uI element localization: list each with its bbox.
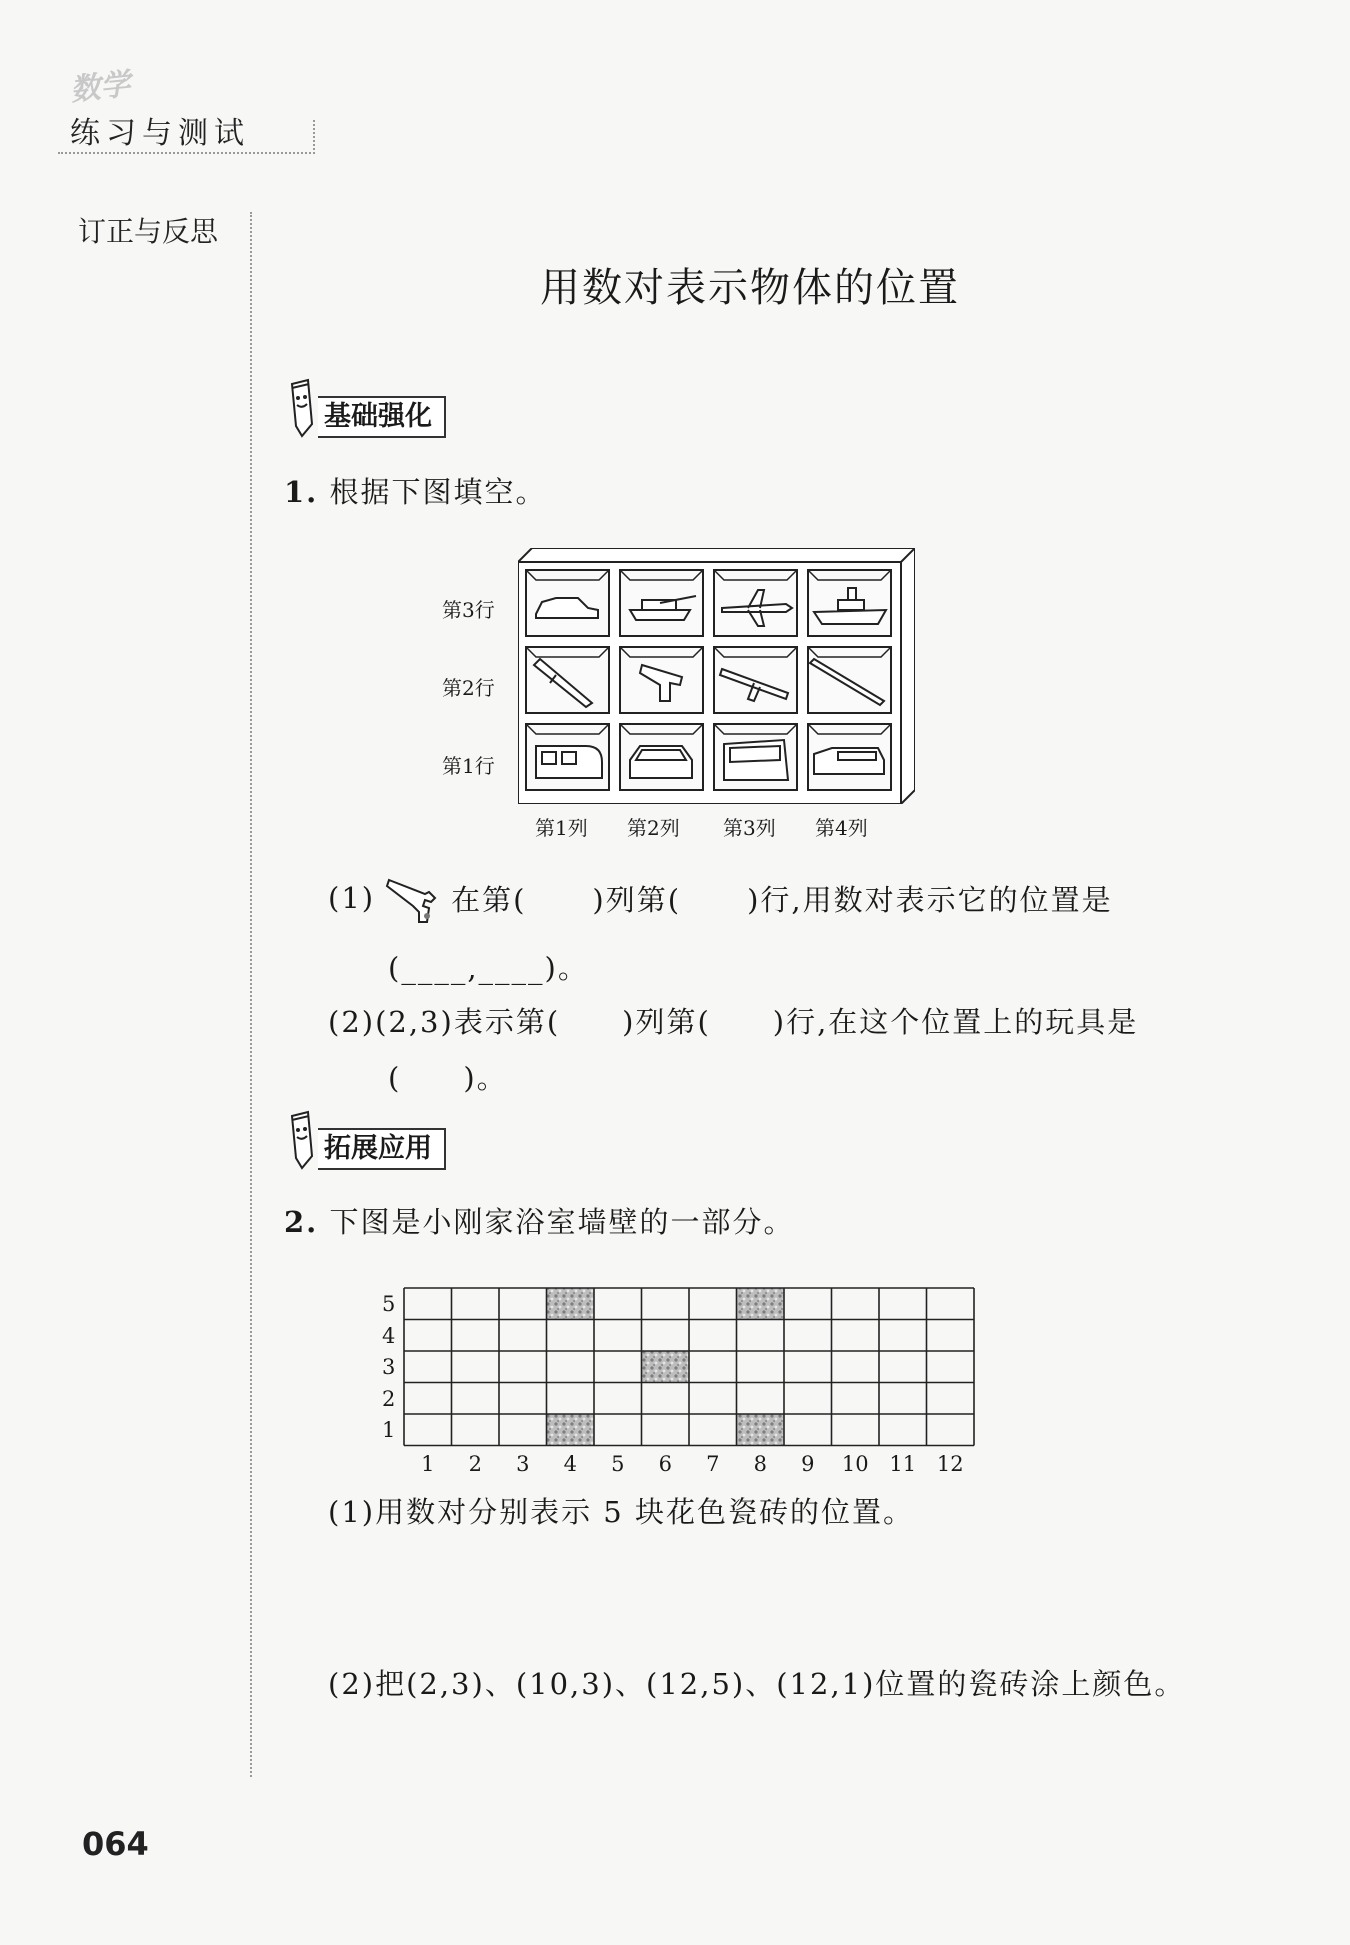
shelf-col-label-1: 第1列 xyxy=(535,816,588,840)
pencil-mascot-icon xyxy=(284,378,318,438)
pencil-mascot-icon xyxy=(284,1110,318,1170)
patterned-tile xyxy=(547,1414,595,1446)
grid-y-tick: 2 xyxy=(382,1386,396,1411)
grid-y-tick: 3 xyxy=(382,1355,396,1379)
question-1-part-2: (2)(2,3)表示第( )列第( )行,在这个位置上的玩具是 xyxy=(328,1005,1139,1039)
grid-x-tick: 10 xyxy=(841,1451,869,1476)
grid-x-tick: 8 xyxy=(753,1451,767,1476)
header-subject: 数学 xyxy=(68,66,133,109)
grid-x-tick: 12 xyxy=(936,1451,964,1476)
q1-part1-pair-blank[interactable]: (____,____)。 xyxy=(388,951,589,985)
patterned-tile xyxy=(737,1288,785,1320)
grid-x-tick: 4 xyxy=(563,1451,577,1476)
grid-x-tick: 1 xyxy=(421,1451,435,1476)
shelf-row-label-2: 第2行 xyxy=(442,676,495,700)
shelf-col-label-2: 第2列 xyxy=(627,816,680,840)
question-2-text: 下图是小刚家浴室墙壁的一部分。 xyxy=(329,1205,795,1239)
sidebar-divider xyxy=(250,212,252,1777)
section-header-basic xyxy=(284,378,446,438)
sedan-icon xyxy=(630,746,692,778)
patterned-tile xyxy=(737,1414,785,1446)
shelf-col-label-3: 第3列 xyxy=(723,816,776,840)
grid-y-tick: 4 xyxy=(382,1323,396,1348)
toy-shelf-illustration xyxy=(518,548,915,804)
train-icon xyxy=(536,746,602,778)
grid-y-tick: 1 xyxy=(382,1418,396,1442)
grid-x-tick: 9 xyxy=(801,1451,815,1476)
page-number: 064 xyxy=(82,1825,149,1863)
q1-part1-text-a: 在第( xyxy=(451,882,527,917)
bathroom-tile-grid xyxy=(402,1286,976,1448)
section-header-extended xyxy=(284,1110,446,1170)
patterned-tile xyxy=(642,1351,690,1383)
section-label-extended: 拓展应用 xyxy=(318,1128,446,1170)
patterned-tile xyxy=(547,1288,595,1320)
grid-x-tick: 3 xyxy=(516,1451,530,1476)
grid-x-tick: 11 xyxy=(889,1451,917,1476)
q1-part1-text-c: )行,用数对表示它的位置是 xyxy=(747,882,1113,917)
grid-x-tick: 5 xyxy=(611,1451,625,1476)
bus-icon xyxy=(724,740,788,780)
question-1 xyxy=(284,470,547,511)
q1-part1-index: (1) xyxy=(328,881,376,915)
jeep-icon xyxy=(814,748,884,774)
shelf-row-label-1: 第1行 xyxy=(442,754,495,778)
pistol-icon xyxy=(385,872,449,924)
grid-x-tick: 7 xyxy=(706,1451,720,1476)
grid-y-tick: 5 xyxy=(382,1292,396,1316)
grid-x-tick: 6 xyxy=(658,1451,672,1476)
question-1-number: 1. xyxy=(284,475,319,509)
question-1-part-1 xyxy=(328,872,1113,924)
question-2-number: 2. xyxy=(284,1205,319,1239)
header-dotted-box xyxy=(58,120,315,154)
page-title: 用数对表示物体的位置 xyxy=(540,265,960,311)
question-2-part-2: (2)把(2,3)、(10,3)、(12,5)、(12,1)位置的瓷砖涂上颜色。 xyxy=(328,1667,1186,1701)
sidebar-label: 订正与反思 xyxy=(78,215,219,248)
q1-part1-text-b: )列第( xyxy=(592,882,682,917)
question-2 xyxy=(284,1200,795,1241)
shelf-col-label-4: 第4列 xyxy=(815,816,868,840)
question-1-text: 根据下图填空。 xyxy=(329,475,547,509)
q1-part2-blank[interactable]: ( )。 xyxy=(388,1061,508,1095)
section-label-basic: 基础强化 xyxy=(318,396,446,438)
shelf-row-label-3: 第3行 xyxy=(442,598,495,622)
grid-x-tick: 2 xyxy=(468,1451,482,1476)
header-book-title: 练习与测试 xyxy=(70,116,250,151)
question-2-part-1: (1)用数对分别表示 5 块花色瓷砖的位置。 xyxy=(328,1495,914,1529)
